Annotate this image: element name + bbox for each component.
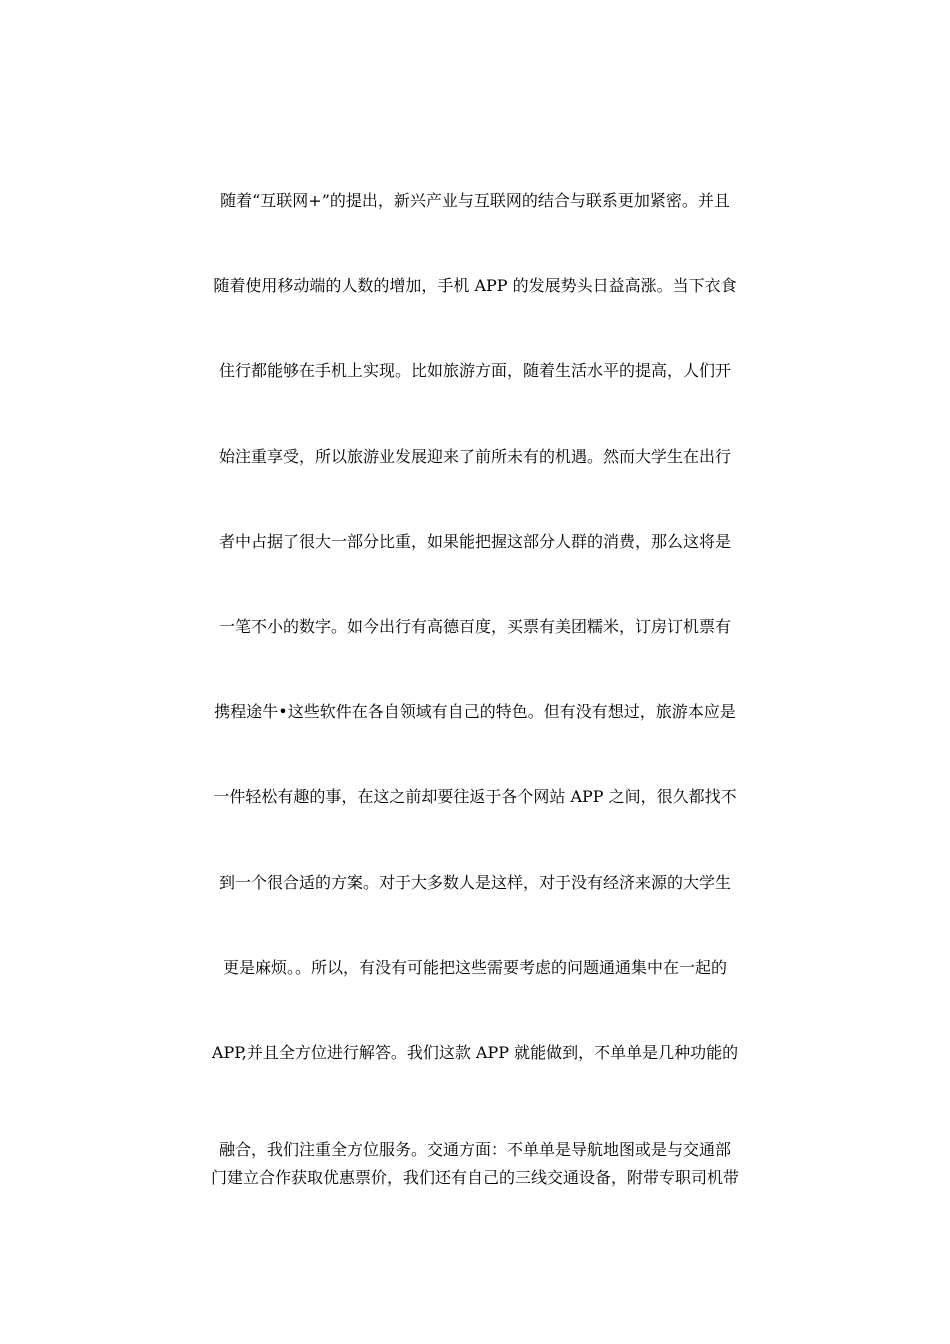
paragraph-line-7: 携程途牛•这些软件在各自领域有自己的特色。但有没有想过，旅游本应是 (214, 702, 736, 721)
paragraph-line-13: 门建立合作获取优惠票价，我们还有自己的三线交通设备，附带专职司机带 (210, 1168, 739, 1187)
paragraph-line-2: 随着使用移动端的人数的增加，手机 APP 的发展势头日益高涨。当下衣食 (213, 276, 737, 295)
paragraph-line-12: 融合，我们注重全方位服务。交通方面：不单单是导航地图或是与交通部 (218, 1140, 731, 1159)
paragraph-line-11: APP,并且全方位进行解答。我们这款 APP 就能做到，不单单是几种功能的 (211, 1043, 739, 1062)
paragraph-line-5: 者中占据了很大一部分比重，如果能把握这部分人群的消费，那么这将是 (218, 532, 731, 551)
paragraph-line-1: 随着“互联网+”的提出，新兴产业与互联网的结合与联系更加紧密。并且 (220, 191, 730, 210)
paragraph-line-6: 一笔不小的数字。如今出行有高德百度，买票有美团糯米，订房订机票有 (218, 617, 731, 636)
paragraph-line-4: 始注重享受，所以旅游业发展迎来了前所未有的机遇。然而大学生在出行 (218, 447, 731, 466)
paragraph-line-9: 到一个很合适的方案。对于大多数人是这样，对于没有经济来源的大学生 (218, 873, 731, 892)
paragraph-line-8: 一件轻松有趣的事，在这之前却要往返于各个网站 APP 之间，很久都找不 (213, 787, 737, 806)
paragraph-line-3: 住行都能够在手机上实现。比如旅游方面，随着生活水平的提高，人们开 (218, 361, 731, 380)
paragraph-line-10: 更是麻烦。。所以，有没有可能把这些需要考虑的问题通通集中在一起的 (222, 958, 727, 977)
